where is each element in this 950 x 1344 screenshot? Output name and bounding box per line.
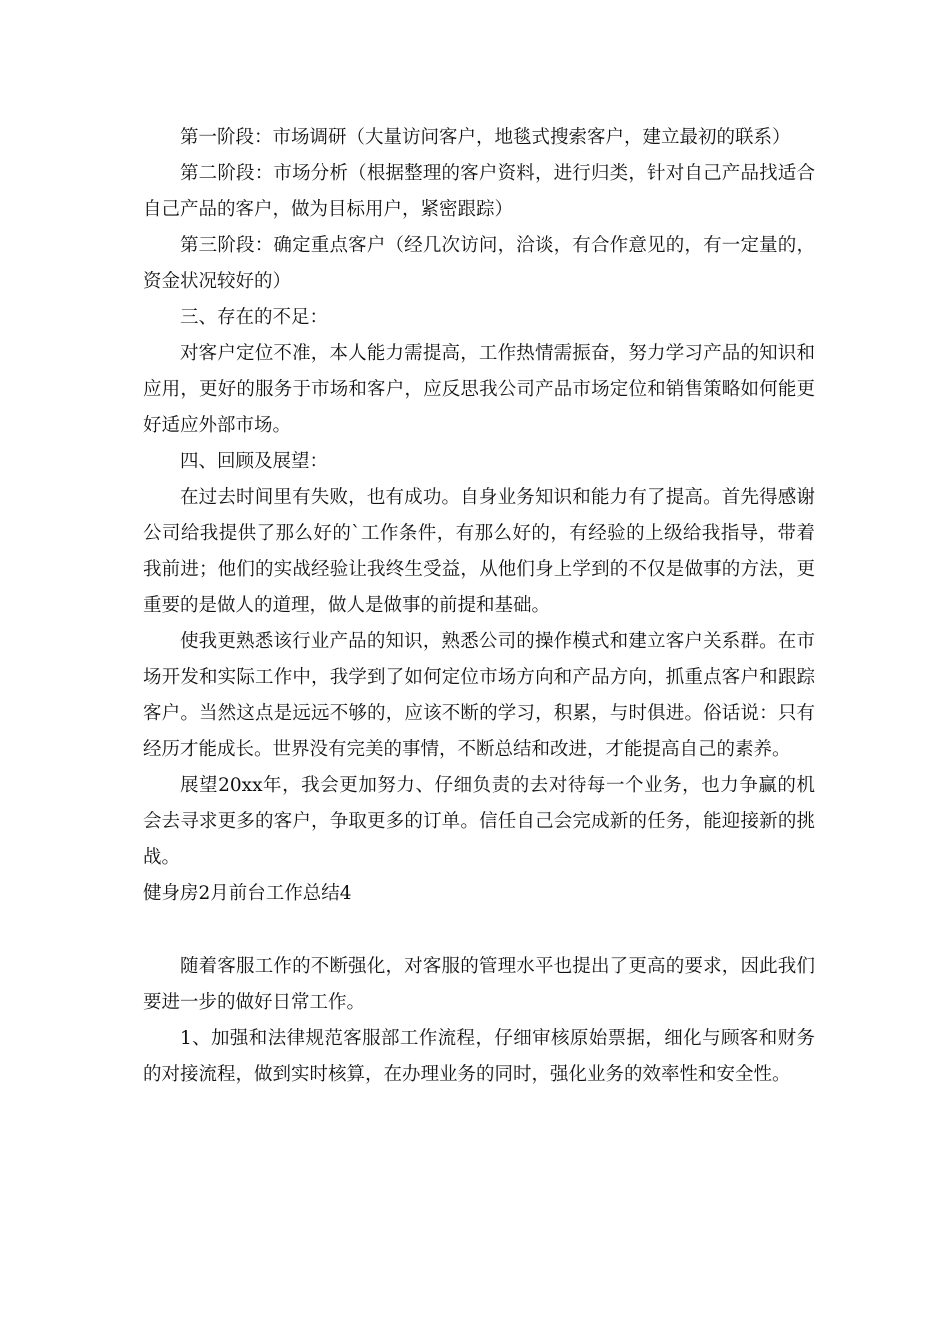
paragraph-learning: 使我更熟悉该行业产品的知识，熟悉公司的操作模式和建立客户关系群。在市场开发和实际工作中，我学到了如何定位市场方向和产品方向，抓重点客户和跟踪客户。当然这点是远远不够的，应该不断的学习，积累，与时俱进。俗话说：只有经历才能成长。世界没有完美的事情，不断总结和改进，才能提高自己的素养。 [143, 631, 815, 760]
paragraph-outlook: 展望20xx年，我会更加努力、仔细负责的去对待每一个业务，也力争赢的机会去寻求更多的客户，争取更多的订单。信任自己会完成新的任务，能迎接新的挑战。 [143, 775, 815, 868]
subheading-shortcomings: 三、存在的不足： [180, 307, 329, 328]
document-body [143, 120, 815, 1093]
blank-line [143, 912, 815, 949]
paragraph-intro: 随着客服工作的不断强化，对客服的管理水平也提出了更高的要求，因此我们要进一步的做好日常工作。 [143, 956, 815, 1013]
paragraph-stage-two: 第二阶段：市场分析（根据整理的客户资料，进行归类，针对自己产品找适合自己产品的客户，做为目标用户，紧密跟踪） [143, 163, 815, 220]
paragraph-stage-one: 第一阶段：市场调研（大量访问客户，地毯式搜索客户，建立最初的联系） [180, 127, 791, 148]
paragraph-shortcomings: 对客户定位不准，本人能力需提高，工作热情需振奋，努力学习产品的知识和应用，更好的服务于市场和客户，应反思我公司产品市场定位和销售策略如何能更好适应外部市场。 [143, 343, 815, 436]
paragraph-stage-three: 第三阶段：确定重点客户（经几次访问，洽谈，有合作意见的，有一定量的，资金状况较好的） [143, 235, 815, 292]
subheading-review-outlook: 四、回顾及展望： [180, 451, 329, 472]
section-heading: 健身房2月前台工作总结4 [143, 883, 352, 904]
paragraph-review: 在过去时间里有失败，也有成功。自身业务知识和能力有了提高。首先得感谢公司给我提供了那么好的`工作条件，有那么好的，有经验的上级给我指导，带着我前进；他们的实战经验让我终生受益，从他们身上学到的不仅是做事的方法，更重要的是做人的道理，做人是做事的前提和基础。 [143, 487, 815, 616]
paragraph-item-one: 1、加强和法律规范客服部工作流程，仔细审核原始票据，细化与顾客和财务的对接流程，做到实时核算，在办理业务的同时，强化业务的效率性和安全性。 [143, 1028, 815, 1085]
